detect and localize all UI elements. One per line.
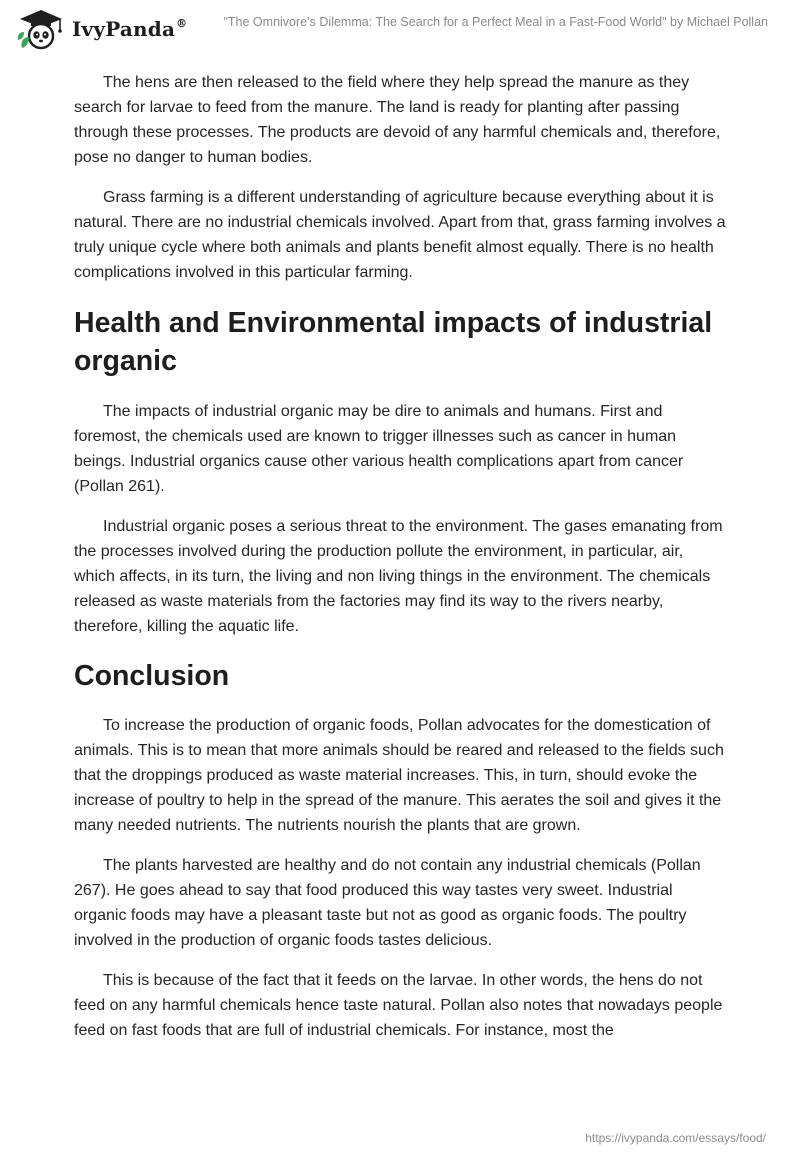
- paragraph: This is because of the fact that it feeds on the larvae. In other words, the hens do not feed on any harmful chemicals hence taste natural. Pollan also notes that nowadays people feed on fast foods that are full of industrial chemicals. For instance, most the: [74, 972, 723, 1039]
- essay-title: "The Omnivore’s Dilemma: The Search for a Perfect Meal in a Fast-Food World" by Michael Pollan: [223, 15, 768, 29]
- paragraph: To increase the production of organic foods, Pollan advocates for the domestication of animals. This is to mean that more animals should be reared and released to the fields such that the droppings produced as waste material increases. This, in turn, should evoke the increase of poultry to help in the spread of the manure. This aerates the soil and gives it the many needed nutrients. The nutrients nourish the plants that are grown.: [74, 717, 724, 834]
- paragraph: Industrial organic poses a serious threat to the environment. The gases emanating from the processes involved during the production pollute the environment, in particular, air, which affects, in its turn, the living and non living things in the environment. The chemicals released as waste materials from the factories may find its way to the rivers nearby, therefore, killing the aquatic life.: [74, 518, 723, 635]
- panda-graduation-cap-icon: [16, 8, 66, 50]
- registered-mark: ®: [176, 17, 188, 30]
- paragraph: Grass farming is a different understanding of agriculture because everything about it is natural. There are no industrial chemicals involved. Apart from that, grass farming involves a truly unique cycle where both animals and plants benefit almost equally. There is no health complications involved in this particular farming.: [74, 189, 726, 281]
- essay-content: [74, 70, 728, 1058]
- paragraph: The impacts of industrial organic may be dire to animals and humans. First and foremost, the chemicals used are known to trigger illnesses such as cancer in human beings. Industrial organics cause other various health complications apart from cancer (Pollan 261).: [74, 403, 684, 495]
- page-header: [0, 0, 800, 60]
- section-heading-conclusion: Conclusion: [74, 660, 230, 692]
- section-heading-health-environmental: Health and Environmental impacts of industrial organic: [74, 307, 713, 377]
- paragraph: The hens are then released to the field where they help spread the manure as they search for larvae to feed from the manure. The land is ready for planting after passing through these processes. The products are devoid of any harmful chemicals and, therefore, pose no danger to human bodies.: [74, 74, 721, 166]
- brand-name: IvyPanda: [72, 17, 176, 41]
- source-url-link[interactable]: https://ivypanda.com/essays/food/: [585, 1131, 766, 1145]
- ivypanda-logo[interactable]: [16, 8, 187, 50]
- brand-wordmark: [72, 17, 187, 41]
- paragraph: The plants harvested are healthy and do not contain any industrial chemicals (Pollan 267). He goes ahead to say that food produced this way tastes very sweet. Industrial organic foods may have a pleasant taste but not as good as organic foods. The poultry involved in the production of organic foods tastes delicious.: [74, 857, 701, 949]
